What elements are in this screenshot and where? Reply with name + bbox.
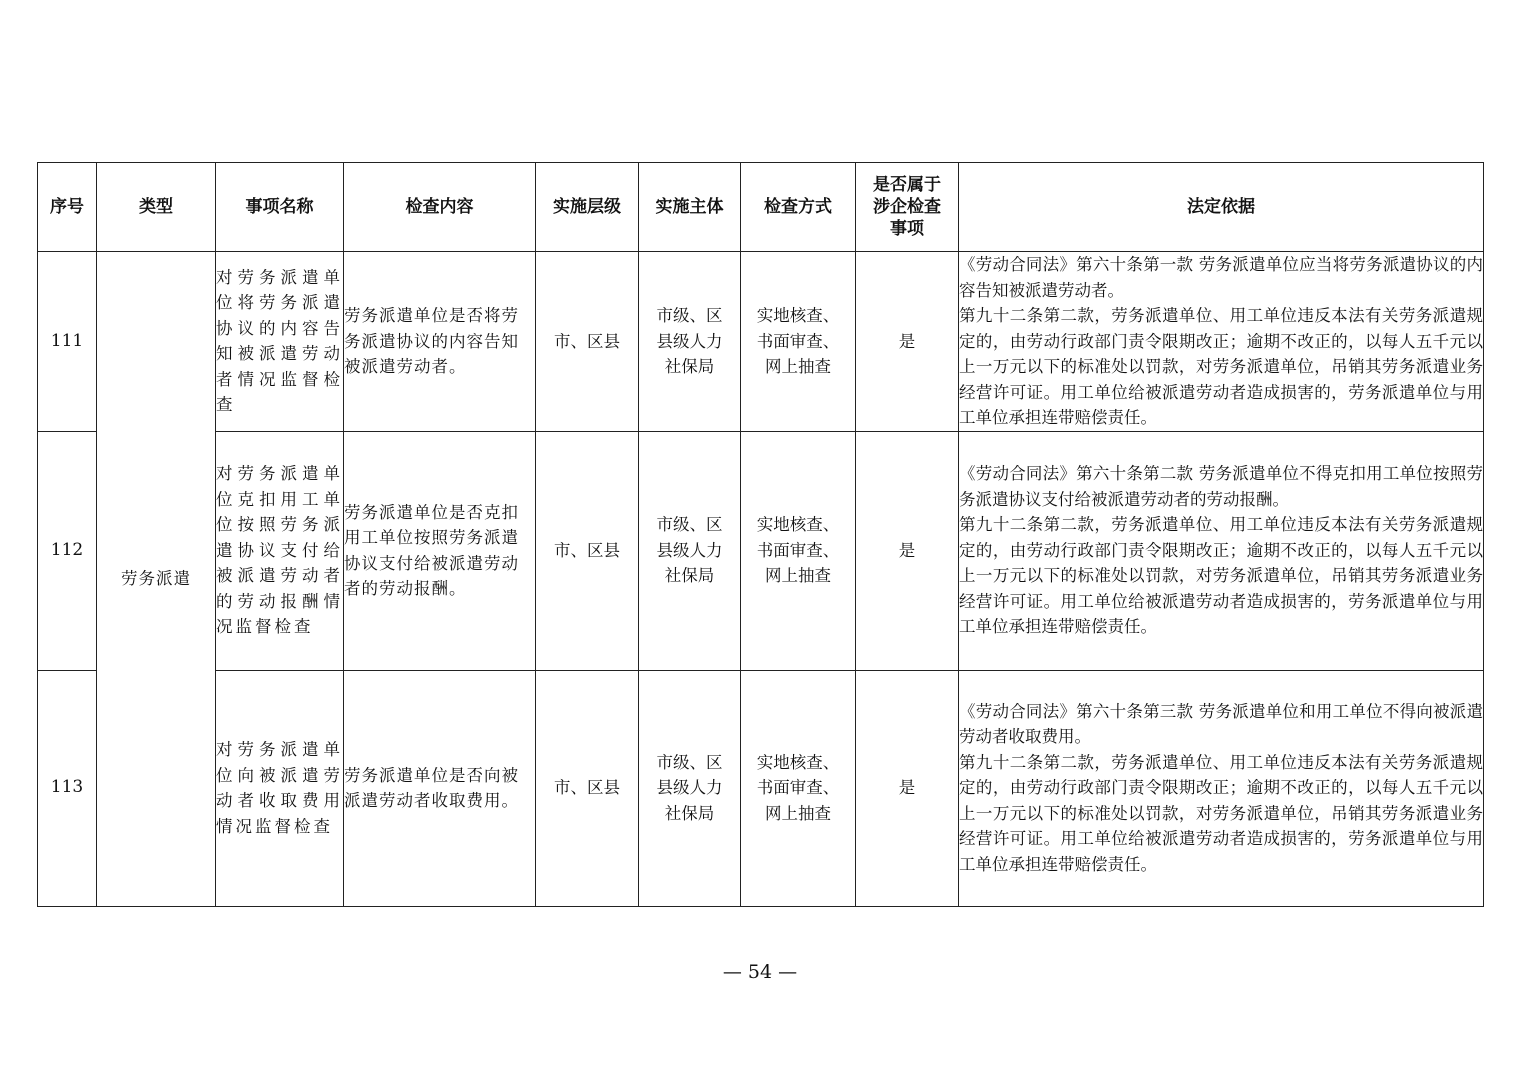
row-legal-basis [959, 431, 1484, 670]
row-subject-line: 县级人力 [656, 540, 723, 560]
header-method: 检查方式 [741, 163, 856, 252]
row-method [741, 431, 856, 670]
row-subject-line: 市级、区 [656, 752, 723, 772]
row-subject-line: 县级人力 [656, 778, 723, 798]
row-check-content: 劳务派遣单位是否向被派遣劳动者收取费用。 [344, 670, 536, 906]
header-item-name: 事项名称 [216, 163, 344, 252]
row-method [741, 670, 856, 906]
row-subject [639, 252, 741, 432]
row-check-content: 劳务派遣单位是否将劳务派遣协议的内容告知被派遣劳动者。 [344, 252, 536, 432]
legal-basis-paragraph: 第九十二条第二款，劳务派遣单位、用工单位违反本法有关劳务派遣规定的，由劳动行政部门责令限期改正；逾期不改正的，以每人五千元以上一万元以下的标准处以罚款，对劳务派遣单位，吊销其劳务派遣业务经营许可证。用工单位给被派遣劳动者造成损害的，劳务派遣单位与用工单位承担连带赔偿责任。 [959, 515, 1483, 637]
header-level: 实施层级 [536, 163, 639, 252]
row-check-content: 劳务派遣单位是否克扣用工单位按照劳务派遣协议支付给被派遣劳动者的劳动报酬。 [344, 431, 536, 670]
row-enterprise-related: 是 [856, 431, 959, 670]
row-level: 市、区县 [536, 670, 639, 906]
row-method [741, 252, 856, 432]
table-header-row [38, 163, 1484, 252]
row-method-line: 实地核查、 [756, 752, 840, 772]
row-level: 市、区县 [536, 252, 639, 432]
row-method-line: 书面审查、 [756, 540, 840, 560]
table-row [38, 252, 1484, 432]
row-seq: 112 [38, 431, 97, 670]
row-item-name: 对劳务派遣单位将劳务派遣协议的内容告知被派遣劳动者情况监督检查 [216, 252, 344, 432]
row-subject-line: 县级人力 [656, 331, 723, 351]
row-subject [639, 431, 741, 670]
row-method-line: 实地核查、 [756, 515, 840, 535]
row-type: 劳务派遣 [97, 252, 216, 907]
table-row [38, 431, 1484, 670]
header-enterprise-line2: 涉企检查 [873, 197, 941, 217]
header-check-content: 检查内容 [344, 163, 536, 252]
legal-basis-paragraph: 《劳动合同法》第六十条第一款 劳务派遣单位应当将劳务派遣协议的内容告知被派遣劳动者。 [959, 255, 1483, 300]
row-enterprise-related: 是 [856, 670, 959, 906]
row-seq: 113 [38, 670, 97, 906]
row-enterprise-related: 是 [856, 252, 959, 432]
row-subject-line: 社保局 [664, 357, 715, 376]
row-item-name: 对劳务派遣单位克扣用工单位按照劳务派遣协议支付给被派遣劳动者的劳动报酬情况监督检查 [216, 431, 344, 670]
inspection-items-table [37, 162, 1484, 907]
row-subject-line: 社保局 [664, 566, 715, 586]
row-level: 市、区县 [536, 431, 639, 670]
header-enterprise-line1: 是否属于 [873, 175, 941, 195]
row-method-line: 书面审查、 [756, 778, 840, 798]
row-method-line: 书面审查、 [756, 331, 840, 351]
row-subject-line: 社保局 [664, 803, 715, 823]
legal-basis-paragraph: 《劳动合同法》第六十条第三款 劳务派遣单位和用工单位不得向被派遣劳动者收取费用。 [959, 701, 1483, 747]
row-method-line: 网上抽查 [765, 357, 831, 376]
row-subject-line: 市级、区 [656, 306, 723, 325]
header-enterprise-line3: 事项 [890, 219, 924, 239]
legal-basis-paragraph: 第九十二条第二款，劳务派遣单位、用工单位违反本法有关劳务派遣规定的，由劳动行政部门责令限期改正；逾期不改正的，以每人五千元以上一万元以下的标准处以罚款，对劳务派遣单位，吊销其劳务派遣业务经营许可证。用工单位给被派遣劳动者造成损害的，劳务派遣单位与用工单位承担连带赔偿责任。 [959, 306, 1483, 427]
row-subject [639, 670, 741, 906]
legal-basis-paragraph: 第九十二条第二款，劳务派遣单位、用工单位违反本法有关劳务派遣规定的，由劳动行政部门责令限期改正；逾期不改正的，以每人五千元以上一万元以下的标准处以罚款，对劳务派遣单位，吊销其劳务派遣业务经营许可证。用工单位给被派遣劳动者造成损害的，劳务派遣单位与用工单位承担连带赔偿责任。 [959, 752, 1483, 874]
row-legal-basis [959, 252, 1484, 432]
legal-basis-paragraph: 《劳动合同法》第六十条第二款 劳务派遣单位不得克扣用工单位按照劳务派遣协议支付给被派遣劳动者的劳动报酬。 [959, 464, 1483, 509]
header-seq: 序号 [38, 163, 97, 252]
page-number: — 54 — [722, 961, 798, 983]
row-subject-line: 市级、区 [656, 515, 723, 535]
row-item-name: 对劳务派遣单位向被派遣劳动者收取费用情况监督检查 [216, 670, 344, 906]
header-legal-basis: 法定依据 [959, 163, 1484, 252]
header-subject: 实施主体 [639, 163, 741, 252]
header-enterprise-related [856, 163, 959, 252]
row-method-line: 网上抽查 [765, 566, 831, 586]
row-legal-basis [959, 670, 1484, 906]
row-method-line: 实地核查、 [756, 306, 840, 325]
row-method-line: 网上抽查 [765, 803, 831, 823]
table-row [38, 670, 1484, 906]
row-seq: 111 [38, 252, 97, 432]
header-type: 类型 [97, 163, 216, 252]
